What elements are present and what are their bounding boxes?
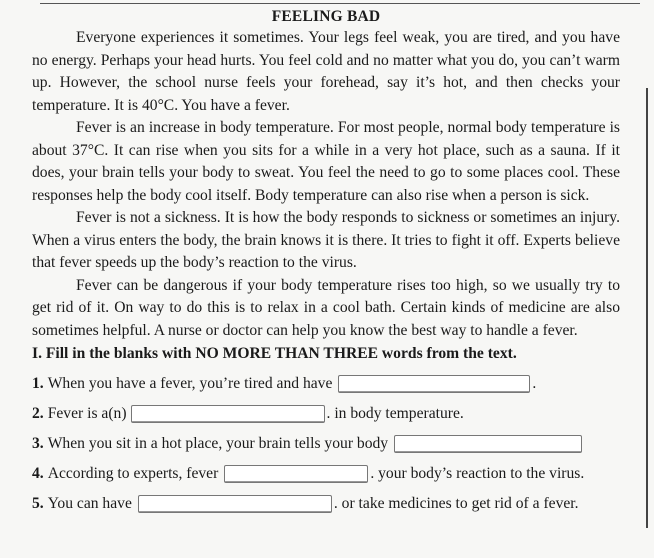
question-number: 1. <box>32 375 44 392</box>
question-4 <box>32 459 620 489</box>
question-text-after: . <box>532 375 537 392</box>
question-text-after: . in body temperature. <box>326 405 464 422</box>
answer-blank-2[interactable] <box>131 405 325 423</box>
answer-blank-3[interactable] <box>394 435 582 453</box>
exercise-instruction: I. Fill in the blanks with NO MORE THAN THREE words from the text. <box>32 345 517 362</box>
question-list <box>32 369 620 519</box>
question-number: 3. <box>32 435 44 452</box>
paragraph-1: Everyone experiences it sometimes. Your legs feel weak, you are tired, and you have no energy. Perhaps your head hurts. You feel cold and no matter what you do, you can’t warm up. However, the school nurse feels your forehead, say it’s hot, and then checks your temperature. It is 40°C. You have a fever. <box>32 29 620 114</box>
question-text-before: Fever is a(n) <box>47 405 127 422</box>
question-text-before: According to experts, fever <box>47 465 219 482</box>
answer-blank-5[interactable] <box>138 495 332 513</box>
question-text-after: . your body’s reaction to the virus. <box>370 465 585 482</box>
question-number: 5. <box>32 495 44 512</box>
question-text-before: When you sit in a hot place, your brain tells your body <box>47 435 389 452</box>
answer-blank-4[interactable] <box>224 465 368 483</box>
right-margin-rule <box>646 88 648 528</box>
question-5 <box>32 489 620 519</box>
worksheet <box>32 7 620 519</box>
question-text-after: . or take medicines to get rid of a fever. <box>333 495 579 512</box>
question-text-before: You can have <box>47 495 132 512</box>
question-number: 4. <box>32 465 44 482</box>
paragraph-3: Fever is not a sickness. It is how the body responds to sickness or sometimes an injury. When a virus enters the body, the brain knows it is there. It tries to fight it off. Experts believe that fever speeds up the body’s reaction to the virus. <box>32 209 620 271</box>
paragraph-4: Fever can be dangerous if your body temperature rises too high, so we usually try to get rid of it. On way to do this is to relax in a cool bath. Certain kinds of medicine are also sometimes helpful. A nurse or doctor can help you know the best way to handle a fever. <box>32 276 620 339</box>
question-text-before: When you have a fever, you’re tired and have <box>47 375 333 392</box>
passage-title: FEELING BAD <box>271 8 381 25</box>
question-2 <box>32 399 620 429</box>
paragraph-2: Fever is an increase in body temperature. For most people, normal body temperature is about 37°C. It can rise when you sits for a while in a very hot place, such as a sauna. If it does, your brain tells your body to sweat. You feel the need to go to some places cool. These responses help the body cool itself. Body temperature can also rise when a person is sick. <box>32 119 620 204</box>
top-rule <box>40 3 640 4</box>
question-number: 2. <box>32 405 44 422</box>
answer-blank-1[interactable] <box>338 375 530 393</box>
question-1 <box>32 369 620 399</box>
question-3 <box>32 429 620 459</box>
